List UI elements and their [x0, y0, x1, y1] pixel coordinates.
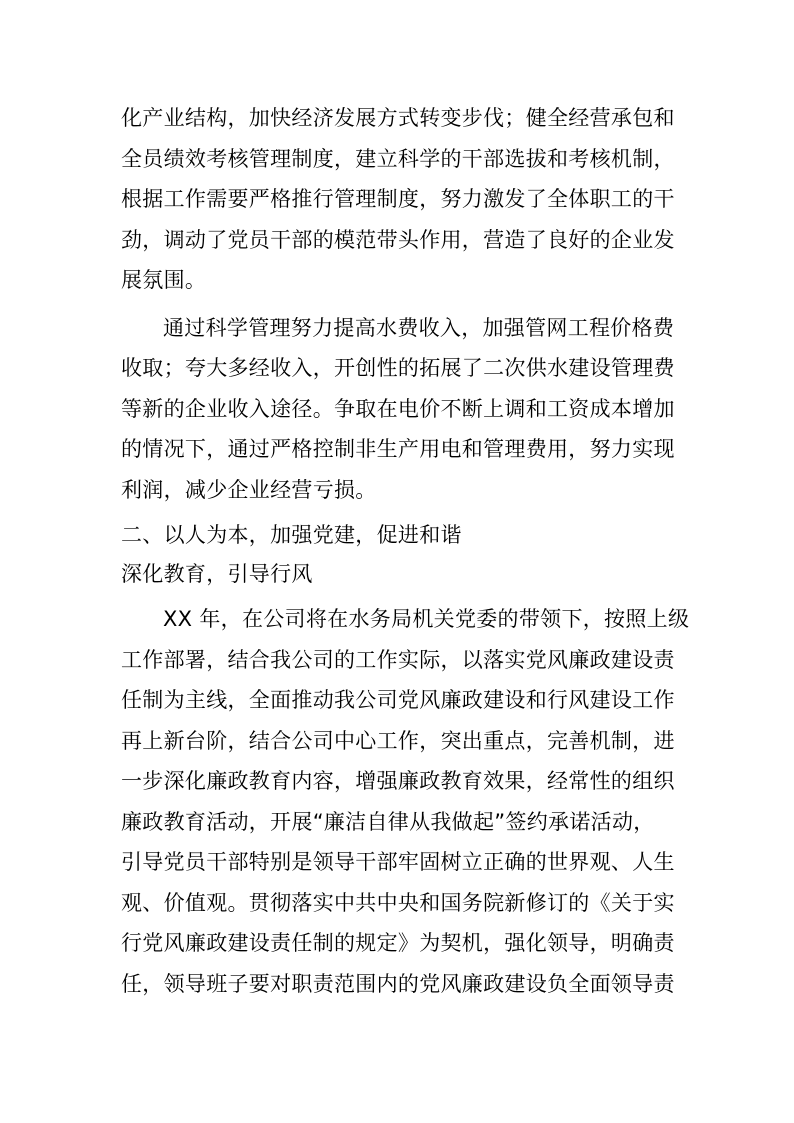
paragraph-line: 等新的企业收入途径。争取在电价不断上调和工资成本增加 [121, 397, 675, 421]
paragraph-line: 观、价值观。贯彻落实中共中央和国务院新修订的《关于实 [121, 891, 675, 915]
paragraph-line: 展氛围。 [121, 268, 207, 292]
paragraph-line: 利润，减少企业经营亏损。 [121, 478, 377, 502]
paragraph-line: 行党风廉政建设责任制的规定》为契机，强化领导，明确责 [121, 931, 675, 955]
paragraph-line: 全员绩效考核管理制度，建立科学的干部选拔和考核机制， [121, 147, 675, 171]
paragraph-line: 根据工作需要严格推行管理制度，努力激发了全体职工的干 [121, 187, 675, 211]
paragraph-line: 一步深化廉政教育内容，增强廉政教育效果，经常性的组织 [121, 769, 675, 793]
paragraph-line: 的情况下，通过严格控制非生产用电和管理费用，努力实现 [121, 437, 675, 461]
paragraph-line: 化产业结构，加快经济发展方式转变步伐；健全经营承包和 [121, 106, 675, 130]
section-heading: 二、以人为本，加强党建，促进和谐 [121, 523, 462, 547]
paragraph-line: 廉政教育活动，开展“廉洁自律从我做起”签约承诺活动， [121, 810, 655, 834]
paragraph-line: 通过科学管理努力提高水费收入，加强管网工程价格费 [163, 316, 675, 340]
paragraph-line: 引导党员干部特别是领导干部牢固树立正确的世界观、人生 [121, 850, 675, 874]
paragraph-line: 任制为主线，全面推动我公司党风廉政建设和行风建设工作 [121, 688, 675, 712]
paragraph-line: 劲，调动了党员干部的模范带头作用，营造了良好的企业发 [121, 228, 675, 252]
paragraph-line: 再上新台阶，结合公司中心工作，突出重点，完善机制，进 [121, 729, 675, 753]
paragraph-line: 任，领导班子要对职责范围内的党风廉政建设负全面领导责 [121, 972, 675, 996]
paragraph-line: XX 年，在公司将在水务局机关党委的带领下，按照上级 [163, 607, 690, 631]
paragraph-line: 工作部署，结合我公司的工作实际，以落实党风廉政建设责 [121, 648, 675, 672]
paragraph-line: 收取；夸大多经收入，开创性的拓展了二次供水建设管理费 [121, 356, 675, 380]
subsection-heading: 深化教育，引导行风 [121, 562, 313, 586]
